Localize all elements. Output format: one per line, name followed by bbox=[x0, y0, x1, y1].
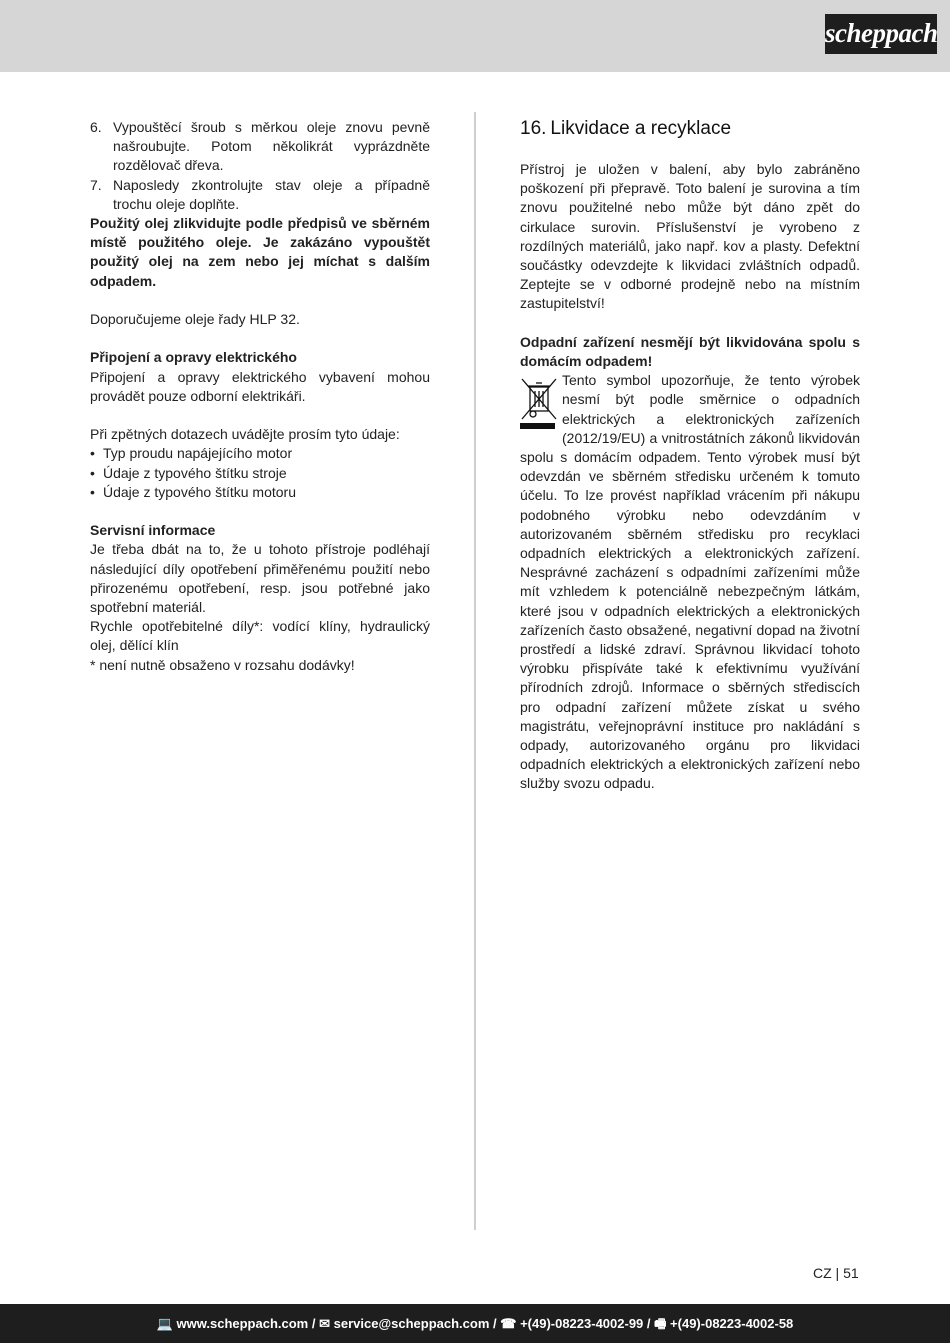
crossed-out-wheelie-bin-icon bbox=[520, 377, 558, 429]
service-text: Je třeba dbát na to, že u tohoto přístroje podléhají následující díly opotřebení přiměřenému použití nebo přirozenému opotřebení, resp. jsou potřebné jako spotřební materiál. bbox=[90, 541, 430, 616]
fax-icon: 🖷 bbox=[654, 1316, 667, 1331]
numbered-step bbox=[90, 118, 430, 176]
inquiry-intro: Při zpětných dotazech uvádějte prosím tyto údaje: bbox=[90, 426, 400, 443]
oil-disposal-warning: Použitý olej zlikvidujte podle předpisů ve sběrném místě použitého oleje. Je zakázáno vypouštět použitý olej na zem nebo jej míchat s dalším odpadem. bbox=[90, 215, 430, 289]
service-heading: Servisní informace bbox=[90, 522, 216, 539]
brand-logo[interactable]: scheppach bbox=[825, 14, 937, 54]
bullet-icon: • bbox=[90, 483, 95, 500]
step-number: 7. bbox=[90, 176, 102, 193]
wear-parts-text: Rychle opotřebitelné díly*: vodící klíny, hydraulický olej, dělící klín bbox=[90, 618, 430, 654]
step-text: Vypouštěcí šroub s měrkou oleje znovu pevně našroubujte. Potom několikrát vyprázdněte rozdělovač dřeva. bbox=[113, 119, 430, 174]
email-link[interactable]: service@scheppach.com bbox=[333, 1316, 490, 1331]
footnote: * není nutně obsaženo v rozsahu dodávky! bbox=[90, 656, 355, 673]
list-item-text: Typ proudu napájejícího motor bbox=[103, 445, 293, 462]
step-text: Naposledy zkontrolujte stav oleje a případně trochu oleje doplňte. bbox=[113, 176, 430, 212]
numbered-step bbox=[90, 176, 430, 214]
list-item bbox=[90, 464, 430, 483]
column-divider bbox=[474, 112, 476, 1230]
page-number: CZ | 51 bbox=[813, 1265, 859, 1281]
list-item bbox=[90, 483, 430, 502]
weee-text: Tento symbol upozorňuje, že tento výrobek nesmí být podle směrnice o odpadních elektrických a elektronických zařízeních (2012/19/EU) a vnitrostátních zákonů likvidován spolu s domácím odpadem. Tento výrobek musí být odevzdán ve sběrném středisku určeném k tomuto účelu. To lze provést například vrácením při nákupu podobného výrobku nebo odevzdáním v autorizovaném sběrném středisku pro recyklaci odpadních elektrických a elektronických zařízení. Nesprávné zacházení s odpadními zařízeními může mít vzhledem k potenciálně nebezpečným látkám, které jsou v odpadních elektrických a elektronických zařízeních často obsažené, negativní dopad na životní prostředí a lidské zdraví. Správnou likvidací tohoto výrobku přispíváte také k efektivnímu využívání přírodních zdrojů. Informace o sběrných střediscích pro odpadní zařízení můžete získat u svého magistrátu, veřejnoprávní instituce pro nakládání s odpady, autorizovaného orgánu pro likvidaci odpadních elektrických a elektronických zařízení nebo služby svozu odpadu. bbox=[520, 372, 860, 792]
phone-icon: ☎ bbox=[500, 1316, 517, 1331]
right-column bbox=[520, 118, 860, 794]
electric-text: Připojení a opravy elektrického vybavení mohou provádět pouze odborní elektrikáři. bbox=[90, 368, 430, 404]
mail-icon: ✉ bbox=[319, 1316, 330, 1331]
bullet-icon: • bbox=[90, 445, 95, 462]
phone-number[interactable]: +(49)-08223-4002-99 bbox=[520, 1316, 644, 1331]
step-number: 6. bbox=[90, 119, 102, 135]
list-item bbox=[90, 444, 430, 463]
list-item-text: Údaje z typového štítku motoru bbox=[103, 483, 296, 500]
fax-number: +(49)-08223-4002-58 bbox=[670, 1316, 794, 1331]
list-item-text: Údaje z typového štítku stroje bbox=[103, 464, 287, 481]
website-link[interactable]: www.scheppach.com bbox=[176, 1316, 309, 1331]
section-title: Likvidace a recyklace bbox=[550, 118, 732, 139]
weee-heading: Odpadní zařízení nesmějí být likvidována spolu s domácím odpadem! bbox=[520, 333, 860, 370]
page-header bbox=[0, 0, 950, 72]
left-column bbox=[90, 118, 430, 675]
section-number: 16. bbox=[520, 118, 547, 139]
electric-heading: Připojení a opravy elektrického bbox=[90, 349, 297, 366]
bullet-icon: • bbox=[90, 464, 95, 481]
packaging-text: Přístroj je uložen v balení, aby bylo zabráněno poškození při přepravě. Toto balení je surovina a tím znovu použitelné nebo může být dáno zpět do cirkulace surovin. Příslušenství je vyrobeno z rozdílných materiálů, jako např. kov a plasty. Defektní součástky odevzdejte k likvidaci zvláštních odpadů. Zeptejte se v odborné prodejně nebo na místním zastupitelství! bbox=[520, 161, 860, 312]
section-heading bbox=[520, 118, 860, 140]
page-footer: 💻 www.scheppach.com / ✉ service@scheppach.com / ☎ +(49)-08223-4002-99 / 🖷 +(49)-08223-4002-58 bbox=[0, 1304, 950, 1343]
computer-icon: 💻 bbox=[156, 1316, 173, 1331]
oil-recommendation: Doporučujeme oleje řady HLP 32. bbox=[90, 311, 300, 328]
